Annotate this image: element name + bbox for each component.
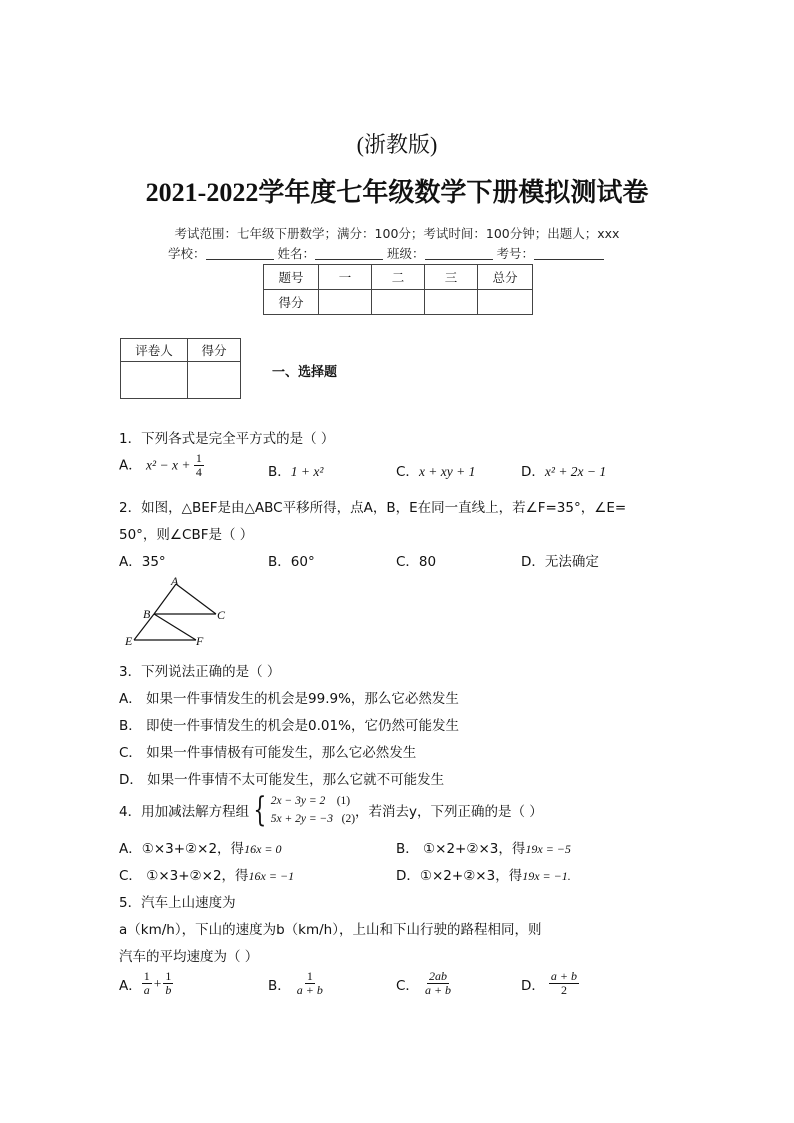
q1-stem: 1．下列各式是完全平方式的是（ ） [119,431,335,447]
score-cell[interactable] [319,290,372,315]
q5-stem-line2: a（km/h），下山的速度为b（km/h），上山和下山行驶的路程相同，则 [119,922,542,938]
edition-label: (浙教版) [356,132,438,157]
school-blank[interactable] [206,247,274,260]
segment-ab [154,584,176,614]
score-table-score-label: 得分 [264,290,319,315]
score-table-col-3: 三 [425,265,478,290]
segment-bf [154,614,196,640]
grader-score-cell[interactable] [188,362,241,399]
exam-info: 考试范围：七年级下册数学；满分：100分；考试时间：100分钟；出题人；xxx [174,226,620,241]
score-table-col-1: 一 [319,265,372,290]
label-c: C [217,608,226,622]
score-table-col-total: 总分 [478,265,533,290]
page-title: 2021-2022学年度七年级数学下册模拟测试卷 [145,178,649,207]
brace-icon: { [253,790,267,830]
exam-number-blank[interactable] [534,247,604,260]
student-fields [168,244,604,262]
q1-option-d[interactable]: D．x² + 2x − 1 [521,464,607,480]
q2-triangle-figure [120,574,230,648]
q1-option-a[interactable]: A． x² − x + $\frac{1}{4}$ [119,451,202,479]
q2-option-c[interactable]: C．80 [396,554,437,570]
label-a: A [171,574,179,588]
segment-ac [176,584,216,614]
label-b: B [143,607,151,621]
q3-option-a[interactable]: A． 如果一件事情发生的机会是99.9%，那么它必然发生 [119,691,459,707]
q3-option-b[interactable]: B． 即使一件事情发生的机会是0.01%，它仍然可能发生 [119,718,459,734]
score-table-col-2: 二 [372,265,425,290]
q4-equation-system: { 2x − 3y = 2 (1) 5x + 2y = −3 (2) [253,790,356,830]
q5-option-a[interactable]: A． $\frac{1}{a}$ + $\frac{1}{b}$ [119,969,172,997]
q2-option-d[interactable]: D．无法确定 [521,554,599,570]
grader-score-header: 得分 [188,339,241,362]
score-table-header-label: 题号 [264,265,319,290]
score-table [263,264,533,315]
q2-option-a[interactable]: A．35° [119,554,166,570]
class-blank[interactable] [425,247,493,260]
label-e: E [125,634,133,648]
q5-option-d[interactable]: D． $\frac{a + b}{2}$ [521,969,578,997]
q5-option-c[interactable]: C． $\frac{2ab}{a + b}$ [396,969,452,997]
score-cell[interactable] [425,290,478,315]
q1-option-c[interactable]: C．x + xy + 1 [396,464,476,480]
label-f: F [196,634,204,648]
school-label: 学校： [168,246,206,261]
score-cell[interactable] [478,290,533,315]
q5-a-fraction-2: $\frac{1}{b}$ [165,969,172,997]
q2-option-b[interactable]: B．60° [268,554,315,570]
q5-option-b[interactable]: B． $\frac{1}{a + b}$ [268,969,323,997]
q5-stem-line1: 5．汽车上山速度为 [119,895,236,911]
q4-stem: 4．用加减法解方程组 { 2x − 3y = 2 (1) 5x + 2y = −3 (2) ，若消去y，下列正确的是（ ） [119,790,543,830]
q4-option-c[interactable]: C． ①×3+②×2，得16x = −1 [119,868,295,884]
q4-option-a[interactable]: A．①×3+②×2，得16x = 0 [119,841,282,857]
q3-option-c[interactable]: C． 如果一件事情极有可能发生，那么它必然发生 [119,745,417,761]
section-title: 一、选择题 [272,365,338,380]
q5-c-fraction: $\frac{2ab}{a + b}$ [424,969,452,997]
q3-option-d[interactable]: D． 如果一件事情不太可能发生，那么它就不可能发生 [119,772,445,788]
q1-option-b[interactable]: B．1 + x² [268,464,324,480]
q4-option-b[interactable]: B． ①×2+②×3，得19x = −5 [396,841,571,857]
q3-stem: 3．下列说法正确的是（ ） [119,664,281,680]
grader-header: 评卷人 [121,339,188,362]
name-label: 姓名： [277,246,316,261]
q2-stem-line1: 2．如图，△BEF是由△ABC平移所得，点A，B，E在同一直线上，若∠F=35°，∠E= [119,500,627,516]
q5-d-fraction: $\frac{a + b}{2}$ [550,969,578,997]
q5-stem-line3: 汽车的平均速度为（ ） [119,949,259,965]
class-label: 班级： [387,246,425,261]
q2-stem-line2: 50°，则∠CBF是（ ） [119,527,254,543]
grader-cell[interactable] [121,362,188,399]
score-cell[interactable] [372,290,425,315]
grader-table [120,338,241,399]
q5-b-fraction: $\frac{1}{a + b}$ [296,969,323,997]
q5-a-fraction-1: $\frac{1}{a}$ [143,969,150,997]
q4-option-d[interactable]: D．①×2+②×3，得19x = −1. [396,868,571,884]
exam-number-label: 考号： [496,246,535,261]
name-blank[interactable] [315,247,383,260]
q1-a-fraction: $\frac{1}{4}$ [195,451,202,479]
